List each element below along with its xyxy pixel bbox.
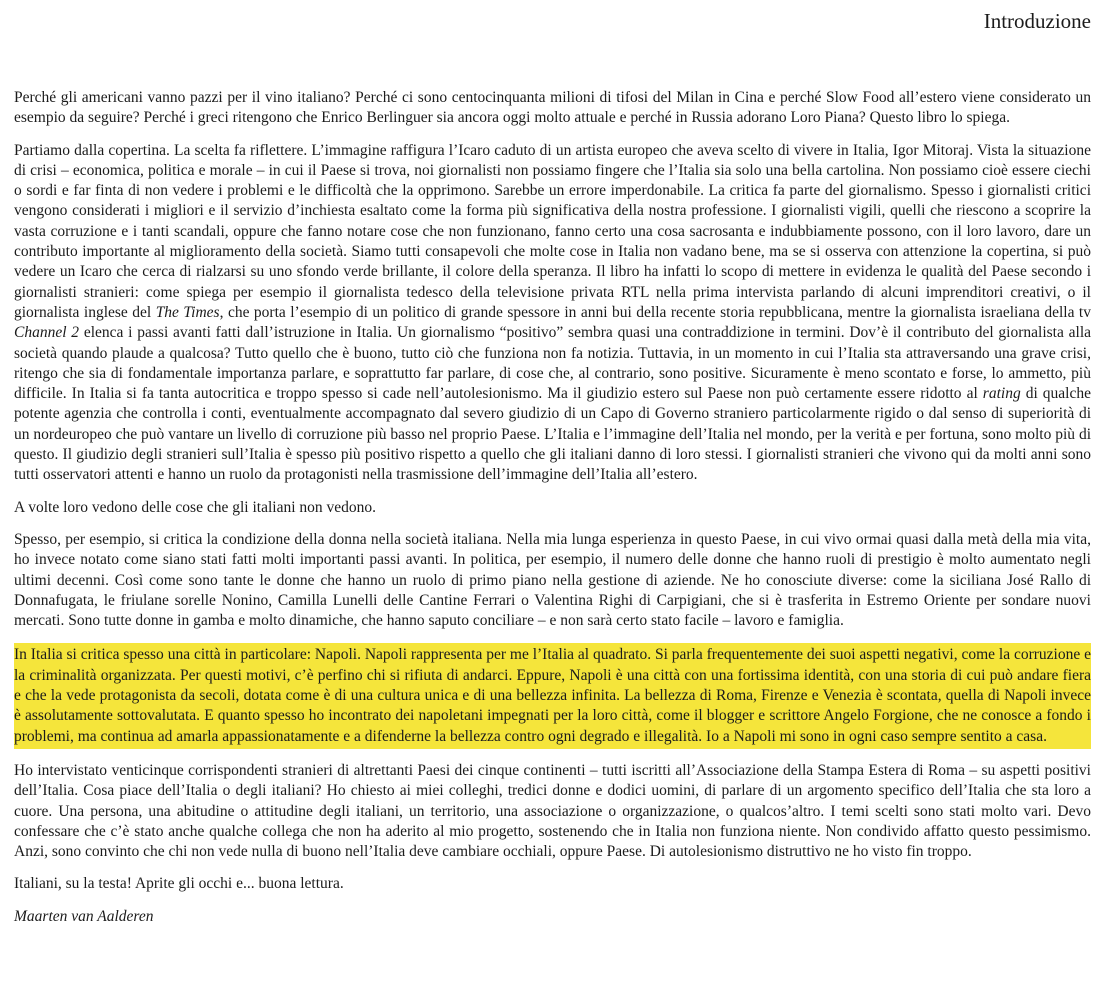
chapter-body xyxy=(14,88,1091,927)
paragraph-interviews: Ho intervistato venticinque corrispondenti stranieri di altrettanti Paesi dei cinque continenti – tutti iscritti all’Associazione della Stampa Estera di Roma – su aspetti positivi dell’Italia. Cosa piace dell’Italia o degli italiani? Ho chiesto ai miei colleghi, tredici donne e dodici uomini, di parlare di un argomento specifico dell’Italia che sta loro a cuore. Una persona, una abitudine o attitudine degli italiani, un territorio, una associazione o organizzazione, o qualcos’altro. I temi scelti sono stati molto vari. Devo confessare che c’è stato anche qualche collega che non ha aderito al mio progetto, sostenendo che in Italia non funziona niente. Non condivido affatto questo pessimismo. Anzi, sono convinto che chi non vede nulla di buono nell’Italia deve cambiare occhiali, oppure Paese. Di autolesionismo distruttivo ne ho visto fin troppo. xyxy=(14,761,1091,861)
paragraph-closing-exhortation: Italiani, su la testa! Aprite gli occhi e... buona lettura. xyxy=(14,875,344,893)
paragraph-women-in-italy: Spesso, per esempio, si critica la condizione della donna nella società italiana. Nella mia lunga esperienza in questo Paese, in cui vivo ormai quasi dalla metà della mia vita, ho invece notato come siano stati fatti molti importanti passi avanti. In politica, per esempio, il numero delle donne che hanno ruoli di prestigio è molto aumentato negli ultimi decenni. Così come sono tante le donne che hanno un ruolo di primo piano nella gestione di aziende. Ne ho conosciute diverse: come la siciliana José Rallo di Donnafugata, le friulane sorelle Nonino, Camilla Lunelli delle Cantine Ferrari o Valentina Righi di Carpigiani, che si è trasferita in Estremo Oriente per sondare nuovi mercati. Sono tutte donne in gamba e molto dinamiche, che hanno saputo conciliare – e non sarà certo stato facile – lavoro e famiglia. xyxy=(14,530,1091,630)
paragraph-cover-and-journalism: Partiamo dalla copertina. La scelta fa riflettere. L’immagine raffigura l’Icaro caduto di un artista europeo che aveva scelto di vivere in Italia, Igor Mitoraj. Vista la situazione di crisi – economica, politica e morale – in cui il Paese si trova, noi giornalisti non possiamo fingere che l’Italia sia solo una bella cartolina. Non possiamo cioè essere ciechi o sordi e far finta di non vedere i problemi e le difficoltà che la opprimono. Sarebbe un errore imperdonabile. La critica fa parte del giornalismo. Spesso i giornalisti critici vengono considerati i migliori e il servizio d’inchiesta esaltato come la forma più significativa della nostra professione. I giornalisti vigili, quelli che riescono a scoprire la vasta corruzione e i tanti scandali, oppure che fanno notare cose che non funzionano, fanno certo una cosa sacrosanta e indubbiamente possono, con il loro lavoro, dare un contributo importante al miglioramento della società. Siamo tutti consapevoli che molte cose in Italia non vadano bene, ma se si osserva con attenzione la copertina, si può vedere un Icaro che cerca di rialzarsi su uno sfondo verde brillante, il colore della speranza. Il libro ha infatti lo scopo di mettere in evidenza le qualità del Paese secondo i giornalisti stranieri: come spiega per esempio il giornalista tedesco della televisione privata RTL nella prima intervista parlando di alcuni imprenditori creativi, o il giornalista inglese del The Times, che porta l’esempio di un politico di grande spessore in anni bui della recente storia repubblicana, mentre la giornalista israeliana della tv Channel 2 elenca i passi avanti fatti dall’istruzione in Italia. Un giornalismo “positivo” sembra quasi una contraddizione in termini. Dov’è il contributo del giornalista alla società quando plaude a qualcosa? Tutto quello che è buono, tutto ciò che funziona non fa notizia. Tuttavia, in un momento in cui l’Italia sta attraversando una grave crisi, ritengo che sia di fondamentale importanza parlare, e soprattutto far parlare, di cose che, al contrario, sono positive. Sicuramente è meno scontato e forse, lo ammetto, più difficile. In Italia si fa tanta autocritica e troppo spesso si cade nell’autolesionismo. Ma il giudizio estero sul Paese non può certamente essere ridotto al rating di qualche potente agenzia che controlla i conti, eventualmente accompagnato dal severo giudizio di un Capo di Governo straniero particolarmente rigido o dal senso di superiorità di un nordeuropeo che può vantare un livello di corruzione più basso nel proprio Paese. L’Italia e l’immagine dell’Italia nel mondo, per la verità e per fortuna, sono molto più di questo. Il giudizio degli stranieri sull’Italia è spesso più positivo rispetto a quello che gli italiani danno di loro stessi. I giornalisti stranieri che vivono qui da molti anni sono tutti osservatori attenti e hanno un ruolo da protagonisti nella trasmissione dell’immagine dell’Italia all’estero. xyxy=(14,141,1092,484)
author-signature: Maarten van Aalderen xyxy=(14,907,154,925)
paragraph-a-volte: A volte loro vedono delle cose che gli italiani non vedono. xyxy=(14,498,377,516)
chapter-title: Introduzione xyxy=(983,9,1091,33)
paragraph-napoli-highlight[interactable]: In Italia si critica spesso una città in particolare: Napoli. Napoli rappresenta per me l’Italia al quadrato. Si parla frequentemente dei suoi aspetti negativi, come la corruzione e la criminalità organizzata. Per questi motivi, c’è perfino chi si rifiuta di andarci. Eppure, Napoli è una città con una fortissima identità, con una storia di cui può andare fiera e che la vede protagonista da secoli, dotata come è di una cultura unica e di una bellezza infinita. La bellezza di Roma, Firenze e Venezia è scontata, quella di Napoli invece è assolutamente sottovalutata. E quanto spesso ho incontrato dei napoletani impegnati per la loro città, come il blogger e scrittore Angelo Forgione, che ne conosce a fondo i problemi, ma continua ad amarla appassionatamente e a difenderne la bellezza contro ogni degrado e illegalità. Io a Napoli mi sono in ogni caso sempre sentito a casa. xyxy=(14,643,1091,748)
paragraph-opening-questions: Perché gli americani vanno pazzi per il vino italiano? Perché ci sono centocinquanta milioni di tifosi del Milan in Cina e perché Slow Food all’estero viene considerato un esempio da seguire? Perché i greci ritengono che Enrico Berlinguer sia ancora oggi molto attuale e perché in Russia adorano Loro Piana? Questo libro lo spiega. xyxy=(14,89,1091,127)
